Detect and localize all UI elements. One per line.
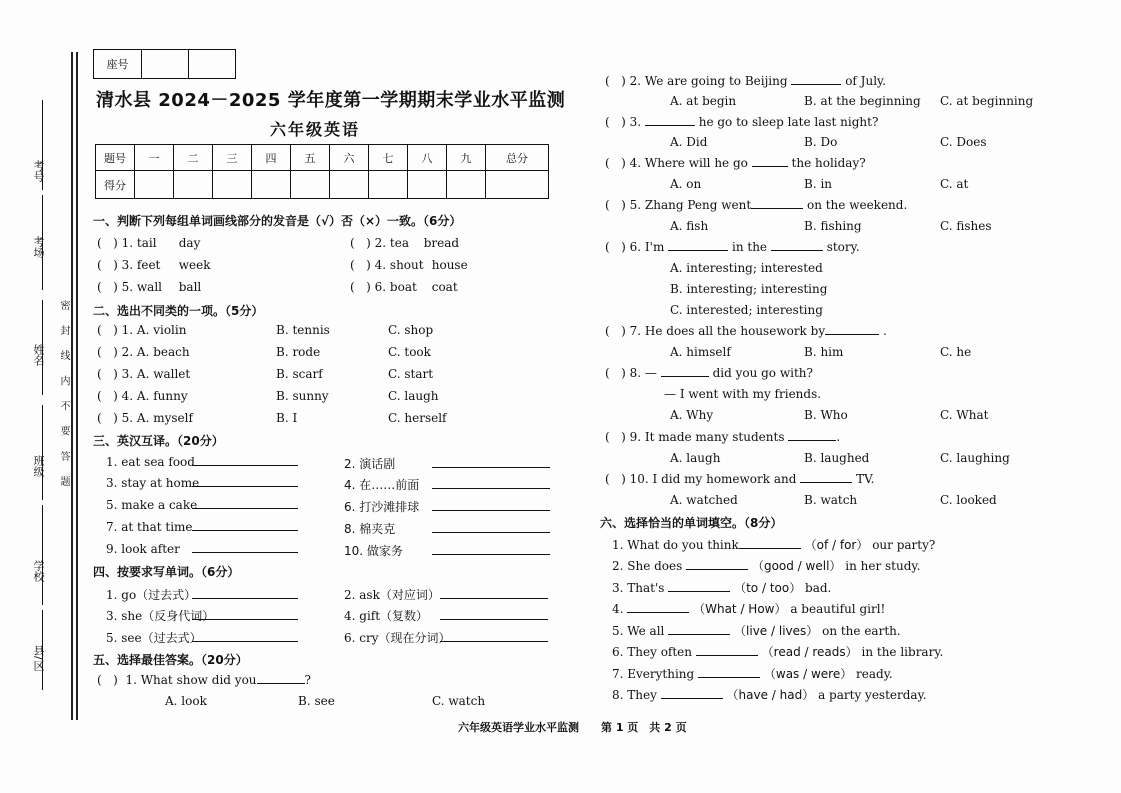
score-cell[interactable]	[330, 171, 369, 199]
s5-q8-b: B. Who	[804, 408, 848, 422]
s5-q5-c: C. fishes	[940, 219, 992, 233]
score-cell[interactable]	[447, 171, 486, 199]
label-banji: 班级	[32, 455, 45, 477]
section-4-heading: 四、按要求写单词。（6分）	[93, 565, 240, 579]
s5-q4-b: B. in	[804, 177, 833, 191]
answer-blank[interactable]	[751, 208, 803, 209]
s5-q10: ( ) 10. I did my homework and TV.	[605, 472, 875, 486]
s3-item-6: 6. 打沙滩排球	[344, 498, 550, 515]
s2-item-5-c: C. herself	[388, 411, 447, 425]
answer-blank[interactable]	[800, 482, 852, 483]
s2-item-1-c: C. shop	[388, 323, 434, 337]
s5-q2-b: B. at the beginning	[804, 94, 921, 108]
binding-line-outer	[71, 52, 73, 720]
s5-q7-a: A. himself	[670, 345, 731, 359]
s3-item-5: 5. make a cake	[106, 498, 298, 512]
page-subtitle: 六年级英语	[270, 120, 361, 139]
answer-blank[interactable]	[440, 619, 548, 620]
score-header-cell: 总分	[486, 145, 549, 171]
answer-blank[interactable]	[192, 486, 298, 487]
answer-blank[interactable]	[668, 634, 730, 635]
s2-item-3-c: C. start	[388, 367, 434, 381]
seat-cell-2[interactable]	[189, 50, 236, 79]
s5-q10-a: A. watched	[670, 493, 738, 507]
blank-xianqu[interactable]	[42, 610, 43, 690]
score-cell[interactable]	[135, 171, 174, 199]
label-kaohao: 考号	[32, 160, 45, 182]
blank-xuexiao[interactable]	[42, 505, 43, 605]
s1-item-4: ( ) 4. shout house	[350, 258, 468, 272]
s6-item-5: 5. We all （live / lives） on the earth.	[612, 624, 901, 638]
score-cell[interactable]	[174, 171, 213, 199]
answer-blank[interactable]	[192, 508, 298, 509]
section-5-heading: 五、选择最佳答案。（20分）	[93, 653, 248, 667]
answer-blank[interactable]	[432, 488, 550, 489]
score-cell[interactable]	[291, 171, 330, 199]
binding-line-inner	[76, 52, 78, 720]
answer-blank[interactable]	[771, 250, 823, 251]
answer-blank[interactable]	[686, 569, 748, 570]
seat-label: 座号	[94, 50, 142, 79]
s5-q2-a: A. at begin	[670, 94, 737, 108]
score-cell[interactable]	[369, 171, 408, 199]
score-header-cell: 四	[252, 145, 291, 171]
s4-item-3: 3. she（反身代词）	[106, 607, 298, 624]
s6-item-4: 4. （What / How） a beautiful girl!	[612, 602, 886, 616]
answer-blank[interactable]	[661, 376, 709, 377]
s6-item-3: 3. That's （to / too） bad.	[612, 581, 832, 595]
score-header-cell: 九	[447, 145, 486, 171]
score-header-cell: 一	[135, 145, 174, 171]
answer-blank[interactable]	[668, 591, 730, 592]
s5-q7: ( ) 7. He does all the housework by .	[605, 324, 887, 338]
answer-blank[interactable]	[788, 440, 836, 441]
answer-blank[interactable]	[192, 530, 298, 531]
s5-q6-b: B. interesting; interesting	[670, 282, 828, 296]
section-2-heading: 二、选出不同类的一项。（5分）	[93, 304, 264, 318]
s5-q2: ( ) 2. We are going to Beijing of July.	[605, 74, 887, 88]
s3-item-2: 2. 演话剧	[344, 455, 550, 472]
answer-blank[interactable]	[257, 683, 305, 684]
answer-blank[interactable]	[192, 619, 298, 620]
section-6-heading: 六、选择恰当的单词填空。（8分）	[600, 516, 783, 530]
answer-blank[interactable]	[825, 334, 879, 335]
s3-item-9: 9. look after	[106, 542, 298, 556]
s6-item-7: 7. Everything （was / were） ready.	[612, 667, 893, 681]
score-header-cell: 八	[408, 145, 447, 171]
s6-item-8: 8. They （have / had） a party yesterday.	[612, 688, 927, 702]
s4-item-4: 4. gift（复数）	[344, 607, 548, 624]
section-3-heading: 三、英汉互译。（20分）	[93, 434, 224, 448]
s5-q4: ( ) 4. Where will he go the holiday?	[605, 156, 866, 170]
s5-q1-a: A. look	[165, 694, 207, 708]
answer-blank[interactable]	[739, 548, 801, 549]
s5-q3-a: A. Did	[670, 135, 708, 149]
s3-item-8: 8. 棉夹克	[344, 520, 550, 537]
s4-item-6: 6. cry（现在分词）	[344, 629, 548, 646]
s5-q10-c: C. looked	[940, 493, 997, 507]
seat-table	[93, 49, 236, 79]
score-cell[interactable]	[486, 171, 549, 199]
s4-item-2: 2. ask（对应词）	[344, 586, 548, 603]
s5-q9-b: B. laughed	[804, 451, 870, 465]
answer-blank[interactable]	[752, 166, 788, 167]
s2-item-2: ( ) 2. A. beach	[97, 345, 190, 359]
s5-q5-a: A. fish	[670, 219, 709, 233]
s5-q1-c: C. watch	[432, 694, 486, 708]
s2-item-4-b: B. sunny	[276, 389, 329, 403]
s5-q5: ( ) 5. Zhang Peng went on the weekend.	[605, 198, 908, 212]
s2-item-5-b: B. I	[276, 411, 298, 425]
s5-q9-c: C. laughing	[940, 451, 1010, 465]
s5-q6-c: C. interested; interesting	[670, 303, 823, 317]
answer-blank[interactable]	[432, 532, 550, 533]
s5-q4-c: C. at	[940, 177, 969, 191]
answer-blank[interactable]	[440, 598, 548, 599]
s1-item-3: ( ) 3. feet week	[97, 258, 211, 272]
answer-blank[interactable]	[627, 612, 689, 613]
label-xuexiao: 学校	[32, 560, 45, 582]
score-cell[interactable]	[252, 171, 291, 199]
s5-q7-b: B. him	[804, 345, 844, 359]
s1-item-6: ( ) 6. boat coat	[350, 280, 458, 294]
s2-item-1: ( ) 1. A. violin	[97, 323, 187, 337]
s1-item-2: ( ) 2. tea bread	[350, 236, 460, 250]
blank-banji[interactable]	[42, 405, 43, 500]
s6-item-2: 2. She does （good / well） in her study.	[612, 559, 921, 573]
s5-q1: ( ) 1. What show did you ?	[97, 673, 311, 687]
s5-q10-b: B. watch	[804, 493, 858, 507]
answer-blank[interactable]	[192, 641, 298, 642]
s1-item-1: ( ) 1. tail day	[97, 236, 201, 250]
s5-q3-c: C. Does	[940, 135, 987, 149]
answer-blank[interactable]	[668, 250, 728, 251]
section-1-heading: 一、判断下列每组单词画线部分的发音是（√）否（×）一致。（6分）	[93, 214, 462, 228]
answer-blank[interactable]	[791, 84, 841, 85]
score-header-cell: 六	[330, 145, 369, 171]
s3-item-10: 10. 做家务	[344, 542, 550, 559]
score-row-label: 得分	[96, 171, 135, 199]
s5-q8-c: C. What	[940, 408, 989, 422]
s5-q8: ( ) 8. — did you go with?	[605, 366, 813, 380]
s3-item-7: 7. at that time	[106, 520, 298, 534]
blank-kaohao[interactable]	[42, 100, 43, 190]
answer-blank[interactable]	[661, 698, 723, 699]
s5-q9: ( ) 9. It made many students .	[605, 430, 841, 444]
page-title: 清水县 2024－2025 学年度第一学期期末学业水平监测	[96, 90, 566, 111]
s2-item-4: ( ) 4. A. funny	[97, 389, 188, 403]
answer-blank[interactable]	[440, 641, 548, 642]
s5-q3-b: B. Do	[804, 135, 838, 149]
s2-item-5: ( ) 5. A. myself	[97, 411, 193, 425]
seat-cell-1[interactable]	[142, 50, 189, 79]
label-xianqu: 县/区	[32, 645, 45, 671]
s4-item-1: 1. go（过去式）	[106, 586, 298, 603]
s2-item-3: ( ) 3. A. wallet	[97, 367, 191, 381]
label-xingming: 姓名	[32, 344, 45, 366]
s4-item-5: 5. see（过去式）	[106, 629, 298, 646]
answer-blank[interactable]	[645, 125, 695, 126]
answer-blank[interactable]	[192, 465, 298, 466]
s5-q2-c: C. at beginning	[940, 94, 1034, 108]
s5-q3: ( ) 3. he go to sleep late last night?	[605, 115, 879, 129]
answer-blank[interactable]	[432, 554, 550, 555]
score-cell[interactable]	[408, 171, 447, 199]
answer-blank[interactable]	[698, 677, 760, 678]
s5-q6: ( ) 6. I'm in the story.	[605, 240, 860, 254]
s3-item-4: 4. 在……前面	[344, 476, 550, 493]
s6-item-1: 1. What do you think （of / for） our party?	[612, 538, 936, 552]
s3-item-3: 3. stay at home	[106, 476, 298, 490]
score-header-cell: 题号	[96, 145, 135, 171]
seal-warning: 密 封 线 内 不 要 答 题	[58, 300, 69, 493]
s5-q8-a: A. Why	[670, 408, 714, 422]
s2-item-3-b: B. scarf	[276, 367, 323, 381]
score-header-cell: 七	[369, 145, 408, 171]
answer-blank[interactable]	[192, 598, 298, 599]
s2-item-4-c: C. laugh	[388, 389, 439, 403]
s2-item-1-b: B. tennis	[276, 323, 330, 337]
s6-item-6: 6. They often （read / reads） in the library.	[612, 645, 944, 659]
s5-q6-a: A. interesting; interested	[670, 261, 823, 275]
answer-blank[interactable]	[192, 552, 298, 553]
score-header-cell: 五	[291, 145, 330, 171]
answer-blank[interactable]	[432, 510, 550, 511]
s5-q5-b: B. fishing	[804, 219, 862, 233]
s3-item-1: 1. eat sea food	[106, 455, 298, 469]
blank-kaochang[interactable]	[42, 195, 43, 290]
s5-q1-b: B. see	[298, 694, 335, 708]
answer-blank[interactable]	[432, 467, 550, 468]
score-cell[interactable]	[213, 171, 252, 199]
s5-q8-line2: — I went with my friends.	[664, 387, 822, 401]
page-footer: 六年级英语学业水平监测 第 1 页 共 2 页	[458, 721, 687, 734]
blank-xingming[interactable]	[42, 300, 43, 395]
score-header-cell: 二	[174, 145, 213, 171]
s1-item-5: ( ) 5. wall ball	[97, 280, 202, 294]
s5-q9-a: A. laugh	[670, 451, 721, 465]
score-table	[95, 144, 549, 199]
s5-q7-c: C. he	[940, 345, 972, 359]
s2-item-2-b: B. rode	[276, 345, 321, 359]
score-header-cell: 三	[213, 145, 252, 171]
label-kaochang: 考场	[32, 236, 45, 258]
s2-item-2-c: C. took	[388, 345, 431, 359]
answer-blank[interactable]	[696, 655, 758, 656]
s5-q4-a: A. on	[670, 177, 702, 191]
